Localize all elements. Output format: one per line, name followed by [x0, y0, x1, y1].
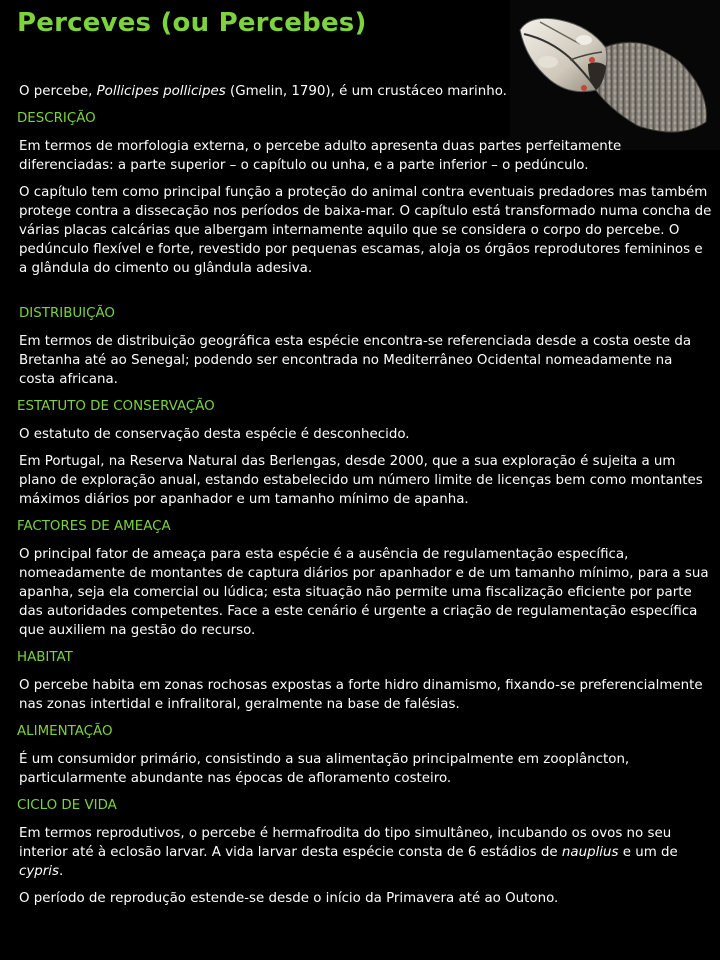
ciclo-paragraph-1 [17, 824, 712, 881]
alimentacao-paragraph-1: É um consumidor primário, consistindo a sua alimentação principalmente em zooplâncton, particularmente abundante nas épocas de afloramento costeiro. [19, 752, 630, 786]
estatuto-paragraph-2: Em Portugal, na Reserva Natural das Berlengas, desde 2000, que a sua exploração é sujeita a um plano de exploração anual, estando estabelecido um número limite de licenças bem como montantes máximos diários por apanhador e um tamanho mínimo de apanha. [19, 454, 703, 507]
distribuicao-paragraph-1: Em termos de distribuição geográfica esta espécie encontra-se referenciada desde a costa oeste da Bretanha até ao Senegal; podendo ser encontrada no Mediterrâneo Ocidental nomeadamente na costa africana. [19, 334, 692, 387]
article-body [17, 82, 712, 916]
species-name: Pollicipes pollicipes [96, 84, 226, 99]
descricao-paragraph-1: Em termos de morfologia externa, o percebe adulto apresenta duas partes perfeitamente diferenciadas: a parte superior – o capítulo ou unha, e a parte inferior – o pedúnculo. [19, 139, 622, 173]
intro-text-before: O percebe, [19, 84, 97, 99]
intro-text-after: (Gmelin, 1790), é um crustáceo marinho. [225, 84, 507, 99]
section-heading-ameaca: FACTORES DE AMEAÇA [17, 519, 171, 534]
ameaca-paragraph-1: O principal fator de ameaça para esta espécie é a ausência de regulamentação específica, nomeadamente de montantes de captura diários por apanhador e de um tamanho mínimo, para a sua apanha, seja ela comercial ou lúdica; esta situação não permite uma fiscalização eficiente por parte das autoridades competentes. Face a este cenário é urgente a criação de regulamentação específica que auxiliem na gestão do recurso. [19, 547, 709, 638]
section-heading-habitat: HABITAT [17, 650, 73, 665]
page-title: Perceves (ou Percebes) [17, 8, 367, 38]
descricao-paragraph-2: O capítulo tem como principal função a proteção do animal contra eventuais predadores mas também protege contra a dissecação nos períodos de baixa-mar. O capítulo está transformado numa concha de várias placas calcárias que albergam internamente aquilo que se considera o corpo do percebe. O pedúnculo flexível e forte, revestido por pequenas escamas, aloja os órgãos reprodutores femininos e a glândula do cimento ou glândula adesiva. [19, 185, 712, 276]
section-heading-alimentacao: ALIMENTAÇÃO [17, 724, 113, 739]
intro-paragraph [17, 82, 712, 101]
section-heading-distribuicao: DISTRIBUIÇÃO [19, 306, 115, 321]
estatuto-paragraph-1: O estatuto de conservação desta espécie é desconhecido. [19, 427, 410, 442]
section-heading-ciclo: CICLO DE VIDA [17, 798, 117, 813]
ciclo-text-c: . [59, 864, 64, 879]
section-heading-descricao: DESCRIÇÃO [17, 111, 96, 126]
term-nauplius: nauplius [561, 845, 619, 860]
section-heading-estatuto: ESTATUTO DE CONSERVAÇÃO [17, 399, 215, 414]
ciclo-text-b: e um de [618, 845, 678, 860]
ciclo-text-a: Em termos reprodutivos, o percebe é hermafrodita do tipo simultâneo, incubando os ovos no seu interior até à eclosão larvar. A vida larvar desta espécie consta de 6 estádios de [19, 826, 672, 860]
term-cypris: cypris [19, 864, 59, 879]
ciclo-paragraph-2: O período de reprodução estende-se desde o início da Primavera até ao Outono. [19, 891, 559, 906]
habitat-paragraph-1: O percebe habita em zonas rochosas expostas a forte hidro dinamismo, fixando-se preferencialmente nas zonas intertidal e infralitoral, geralmente na base de falésias. [19, 678, 703, 712]
